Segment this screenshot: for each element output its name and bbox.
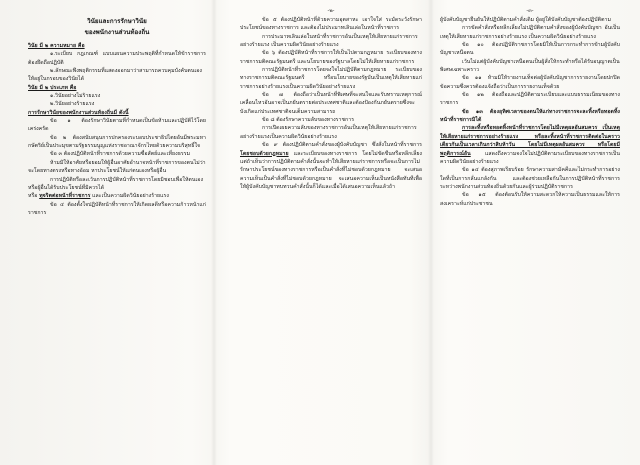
page-fold xyxy=(211,0,217,465)
rule-9-continued: ผู้บังคับบัญชายืนยันให้ปฏิบัติตามคำสั่งเดิม ผู้อยู่ใต้บังคับบัญชาต้องปฏิบัติตาม xyxy=(440,17,611,23)
rule-13-clause-b xyxy=(440,124,620,166)
rule-7: ข้อ ๗ ต้องถือว่าเป็นหน้าที่พิเศษที่จะสนใจและรับทราบเหตุการณ์เคลื่อนไหวอันอาจเป็นภยันตรายต่อประเทศชาติและต้องป้องกันภยันตรายซึ่งจะบังเกิดแก่ประเทศชาติจนเต็มความสามารถ xyxy=(240,92,422,115)
definition-1: ๑.ระเบียบ กฎเกณฑ์ แบบแผนความประพฤติที่กำหนดให้ข้าราชการต้องยึดถือปฏิบัติ xyxy=(28,51,206,66)
type-2: ๒.วินัยอย่างร้ายแรง xyxy=(50,101,95,108)
rule-8: ข้อ ๘ ต้องรักษาความลับของทางราชการ xyxy=(262,117,355,124)
heading-types: วินัย มี ๒ ประเภท คือ xyxy=(28,84,77,91)
rule-14: ข้อ ๑๔ ต้องสุภาพเรียบร้อย รักษาความสามัคคีและไม่กระทำการอย่างใดที่เป็นการกลั่นแกล้งกัน และต้องช่วยเหลือกันในการปฏิบัติหน้าที่ราชการระหว่างพนักงานส่วนท้องถิ่นด้วยกันและผู้ร่วมปฏิบัติราชการ xyxy=(440,167,620,190)
text-segment: หรือ xyxy=(28,193,38,200)
rule-10-clause-b: เว้นไม่แต่ผู้บังคับบัญชาเหนือตนเป็นผู้สั่งให้กระทำหรือได้รับอนุญาตเป็นพิเศษเฉพาะคราว xyxy=(440,58,620,74)
rule-6: ข้อ ๖ ต้องปฏิบัติหน้าที่ราชการให้เป็นไปตามกฎหมาย ระเบียบของทางราชการมติคณะรัฐมนตรี และนโยบายของรัฐบาลโดยไม่ให้เสียหายแก่ราชการ xyxy=(240,50,422,65)
type-1: ๑.วินัยอย่างไม่ร้ายแรง xyxy=(50,93,101,100)
rule-9 xyxy=(240,141,422,191)
rule-9-clause-b: การขัดคำสั่งหรือหลีกเลี่ยงไม่ปฏิบัติตามคำสั่งของผู้บังคับบัญชา อันเป็นเหตุให้เสียหายแก่ราชการอย่างร้ายแรง เป็นความผิดวินัยอย่างร้ายแรง xyxy=(440,25,620,40)
rule-13: ข้อ ๑๓ ต้องอุทิศเวลาของตนให้แก่ทางราชการจะละทิ้งหรือทอดทิ้งหน้าที่ราชการมิได้ xyxy=(440,108,620,124)
rule-3: ข้อ ๓ ต้องปฏิบัติหน้าที่ราชการด้วยความซื่อสัตย์และเที่ยงธรรม xyxy=(50,151,191,158)
rule-10: ข้อ ๑๐ ต้องปฏิบัติราชการโดยมิให้เป็นการกระทำการข้ามผู้บังคับบัญชาเหนือตน xyxy=(440,42,620,57)
text-segment: แสดงถึงความจงใจไม่ปฏิบัติตามระเบียบของทางราชการเป็นความผิดวินัยอย่างร้ายแรง xyxy=(440,150,620,165)
emphasis-text: โดยชอบด้วยกฎหมาย xyxy=(240,150,289,157)
column-2 xyxy=(240,6,422,461)
rule-15: ข้อ ๑๕ ต้องต้อนรับให้ความสะดวกให้ความเป็นธรรมและให้การสงเคราะห์แก่ประชาชน xyxy=(440,192,620,207)
page-number: -๒- xyxy=(327,8,335,14)
document-subtitle: ของพนักงานส่วนท้องถิ่น xyxy=(84,29,150,36)
column-3 xyxy=(440,6,620,461)
rule-3-clause-c: การปฏิบัติหรือละเว้นการปฏิบัติหน้าที่ราชการโดยมิชอบเพื่อให้ตนเองหรือผู้อื่นได้รับประโยชน์ที่มิควรได้ xyxy=(28,176,204,191)
page-fold xyxy=(428,0,434,465)
text-segment: และเป็นความผิดวินัยอย่างร้ายแรง xyxy=(92,193,169,200)
heading-definition: วินัย มี ๒ ความหมาย คือ xyxy=(28,43,85,49)
rule-5-clause-b: การประมาทเลินเล่อในหน้าที่ราชการอันเป็นเหตุให้เสียหายแก่ราชการอย่างร้ายแรง เป็นความผิดวินัยอย่างร้ายแรง xyxy=(240,33,418,49)
rule-1: ข้อ ๑ ต้องรักษาวินัยตามที่กำหนดเป็นข้อห้ามและปฏิบัติไว้โดยเคร่งครัด xyxy=(28,118,206,133)
rule-2: ข้อ ๒ ต้องสนับสนุนการปกครองระบอบประชาธิปไตยอันมีพระมหากษัตริย์เป็นประมุขตามรัฐธรรมนูญแห่งราชอาณาจักรไทยด้วยความบริสุทธิ์ใจ xyxy=(28,134,206,150)
rule-4: ข้อ ๔ ต้องตั้งใจปฏิบัติหน้าที่ราชการให้เกิดผลดีหรือความก้าวหน้าแก่ราชการ xyxy=(28,201,206,216)
rule-3-clause-d xyxy=(28,192,206,200)
heading-rules: การรักษาวินัยของพนักงานส่วนท้องถิ่นมี ดังนี้ xyxy=(28,109,129,116)
emphasis-text: การละทิ้งหรือทอดทิ้งหน้าที่ราชการโดยไม่มีเหตุผลอันสมควร เป็นเหตุให้เสียหายแก่ราชการอย่างร้ายแรง หรือละทิ้งหน้าที่ราชการติดต่อในคราวเดียวกันเป็นเวลาเกินกว่าสิบห้าวัน โดยไม่มีเหตุผลอันสมควร หรือโดยมีพฤติการณ์อัน xyxy=(440,125,620,157)
page-number: -๓- xyxy=(526,8,534,14)
rule-11: ข้อ ๑๑ ห้ามมิให้รายงานเท็จต่อผู้บังคับบัญชาการรายงานโดยปกปิดข้อความซึ่งควรต้องแจ้งถือว่าเป็นการรายงานเท็จด้วย xyxy=(440,75,620,90)
definition-2: ๒.ลักษณะพึงพฤติกรรมที่แสดงออกมาว่าสามารถควบคุมบังคับตนเองให้อยู่ในกรอบของวินัยได้ xyxy=(28,68,203,83)
text-segment: และระเบียบของทางราชการ โดยไม่ขัดขืนหรือหลีกเลี่ยง แต่ถ้าเห็นว่าการปฏิบัติตามคำสั่งนั้นจะทำให้เสียหายแก่ราชการหรือจะเป็นการไม่รักษาประโยชน์ของทางราชการหรือเป็นคำสั่งที่ไม่ชอบด้วยกฎหมาย จะเสนอความเห็นเป็นคำสั่งที่ไม่ชอบด้วยกฎหมาย จะเสนอความเห็นเป็นหนังสือทันทีเพื่อให้ผู้บังคับบัญชาทบทวนคำสั่งนั้นก็ได้และเมื่อได้เสนอความเห็นแล้วถ้า xyxy=(240,150,422,190)
rule-8-clause-b: การเปิดเผยความลับของทางราชการอันเป็นเหตุให้เสียหายแก่ราชการอย่างร้ายแรงเป็นความผิดวินัยอย่างร้ายแรง xyxy=(240,125,417,140)
rule-5: ข้อ ๕ ต้องปฏิบัติหน้าที่ด้วยความอุตสาหะ เอาใจใส่ ระมัดระวังรักษาประโยชน์ของทางราชการ และต้องไม่ประมาทเลินเล่อในหน้าที่ราชการ xyxy=(240,17,422,32)
rule-6-clause-b: การปฏิบัติหน้าที่ราชการโดยจงใจไม่ปฏิบัติตามกฎหมาย ระเบียบของทางราชการมติคณะรัฐมนตรี หรือนโยบายของรัฐบันเป็นเหตุให้เสียหายแก่ราชการอย่างร้ายแรงเป็นความผิดวินัยอย่างร้ายแรง xyxy=(240,67,422,90)
document-title: วินัยและการรักษาวินัย xyxy=(87,18,147,25)
page-number xyxy=(28,6,206,16)
column-1 xyxy=(28,6,206,461)
emphasis-text: ทุจริตต่อหน้าที่ราชการ xyxy=(39,193,91,200)
rule-3-clause-b: ห้ามมิให้อาศัยหรือยอมให้ผู้อื่นอาศัยอำนาจหน้าที่ราชการของตนไม่ว่าจะโดยทางตรงหรือทางอ้อม หาประโยชน์ให้แก่ตนเองหรือผู้อื่น xyxy=(28,159,206,175)
text-segment: ข้อ ๙ ต้องปฏิบัติตามคำสั่งของผู้บังคับบัญชา ซึ่งสั่งในหน้าที่ราชการ xyxy=(262,142,422,149)
rule-12: ข้อ ๑๒ ต้องถือและปฏิบัติตามระเบียบและแบบธรรมเนียมของทางราชการ xyxy=(440,92,620,107)
